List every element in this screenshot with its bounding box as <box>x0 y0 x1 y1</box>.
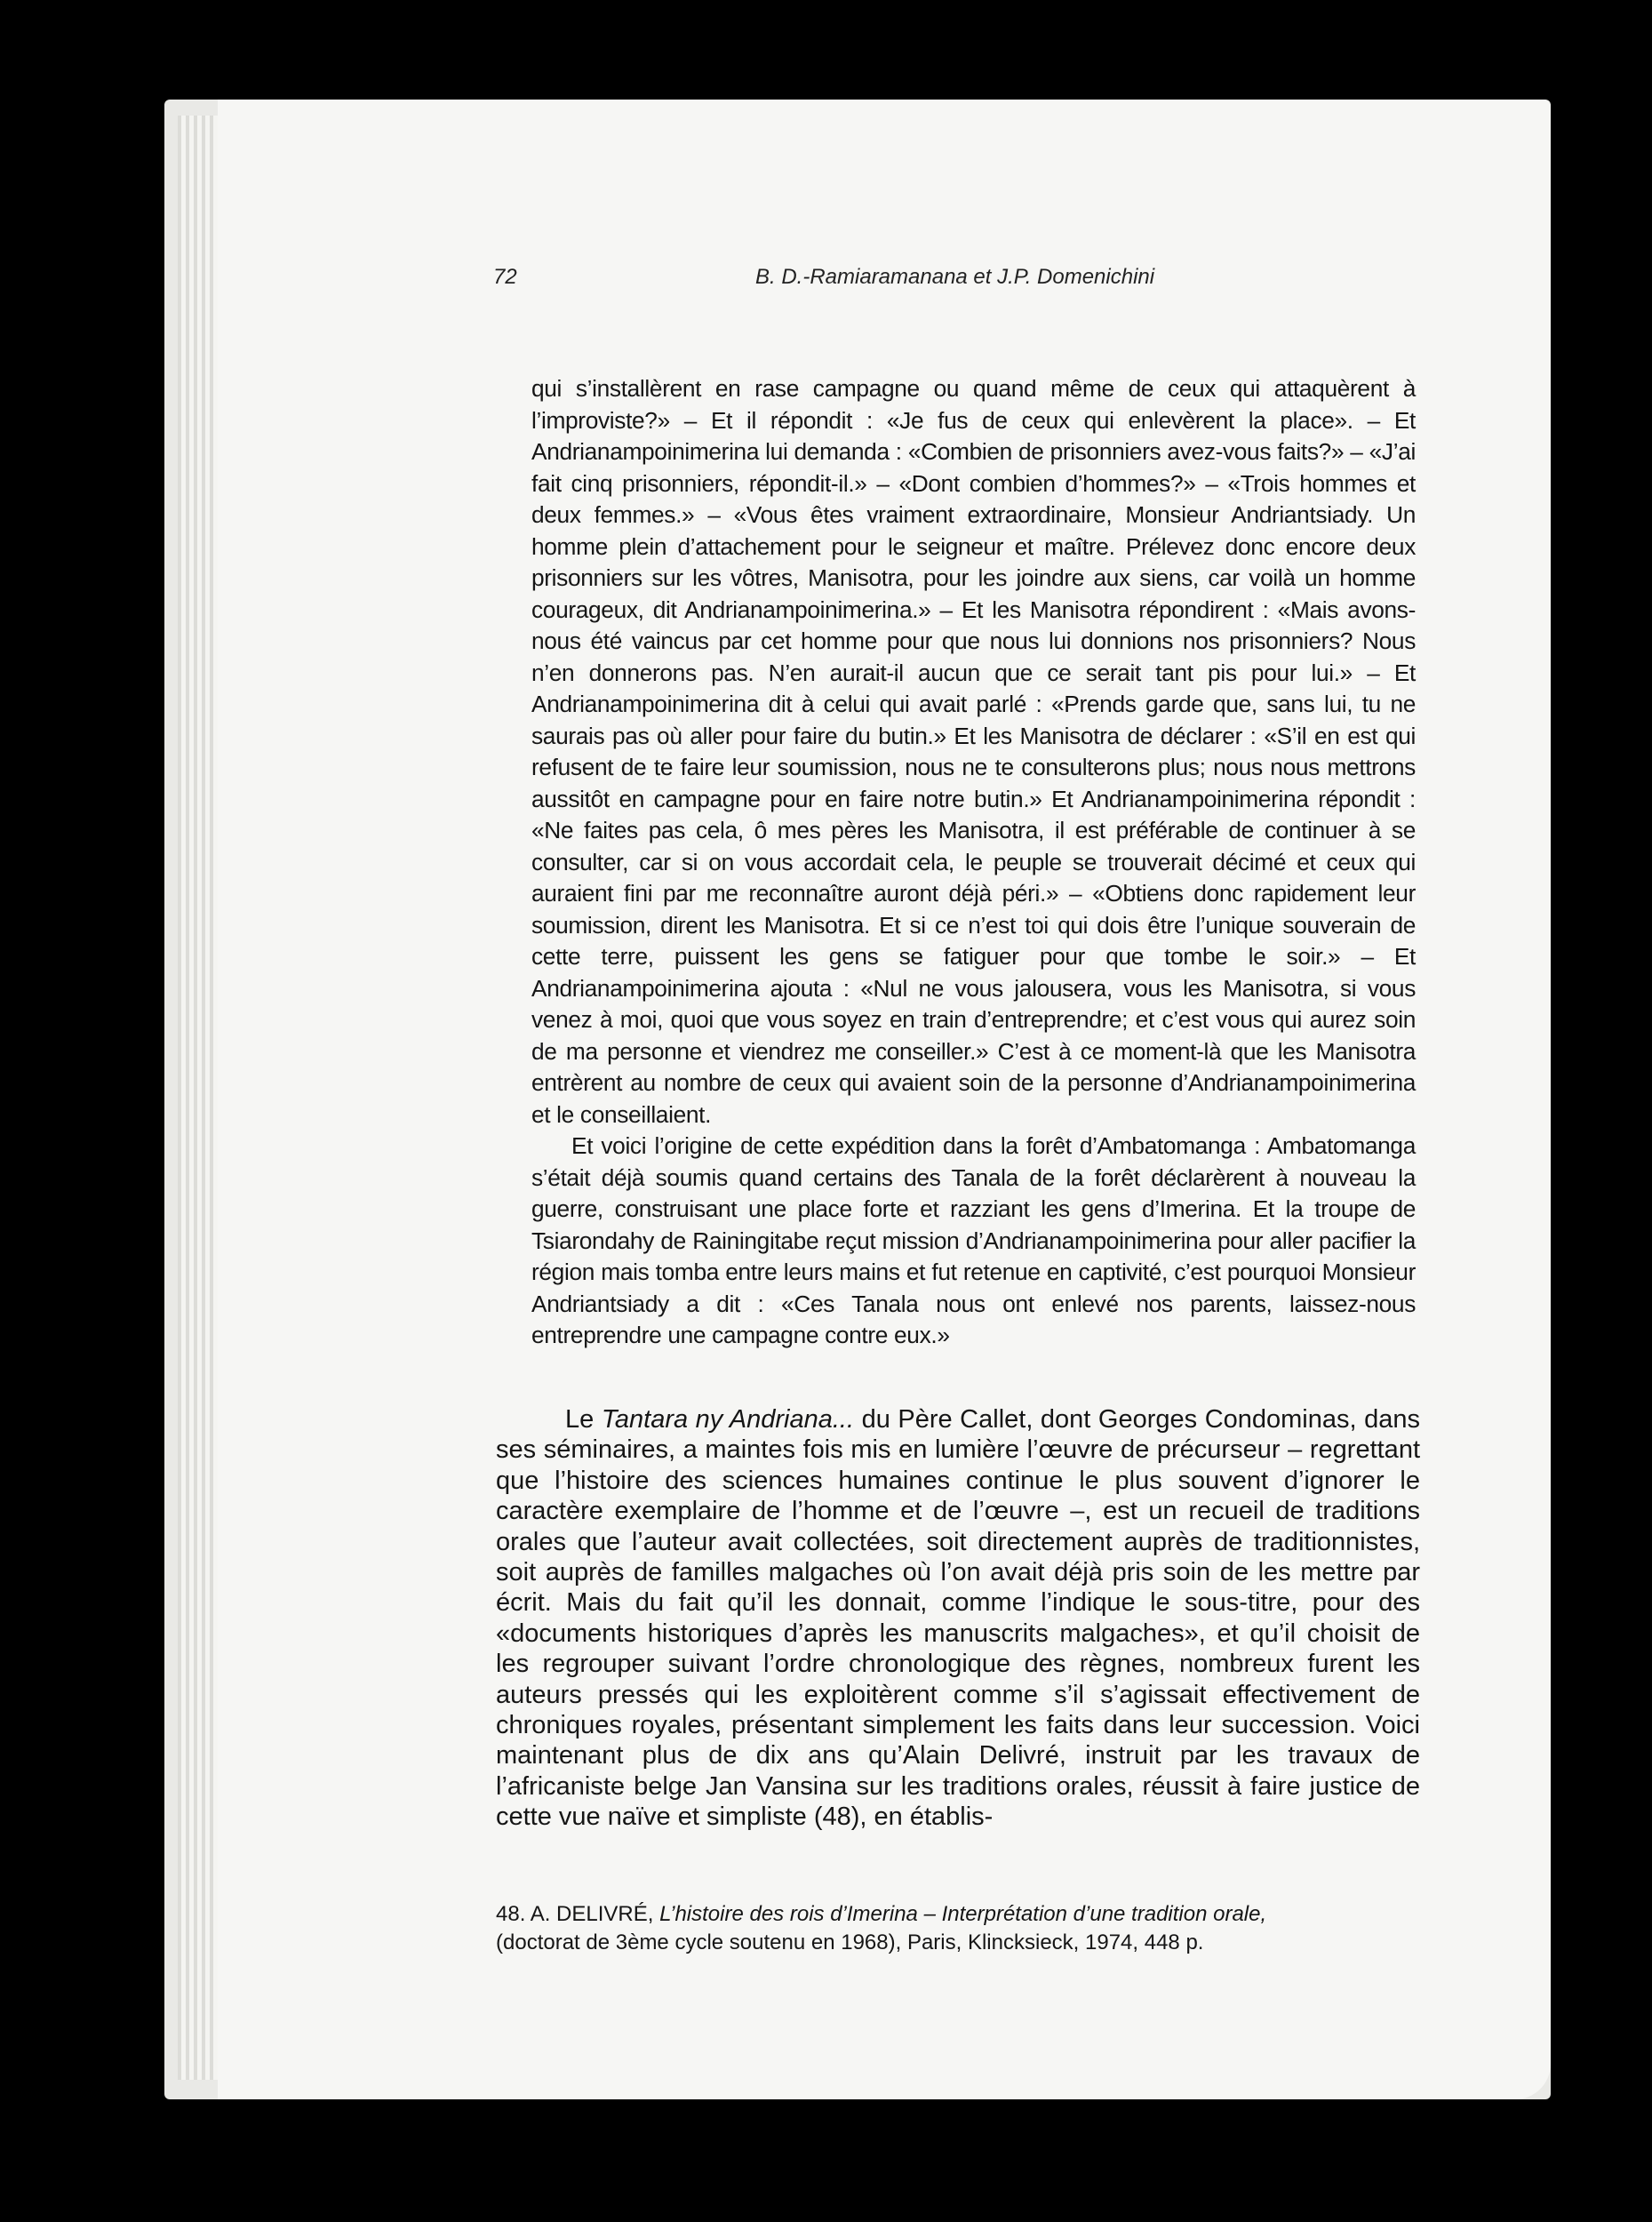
footnote <box>496 1900 1425 1957</box>
main-paragraph-text: du Père Callet, dont Georges Condominas, dans ses séminaires, a maintes fois mis en lumière l’œuvre de précurseur – regrettant que l’histoire des sciences humaines continue le plus souvent d’ignorer le caractère exemplaire de l’homme et de l’œuvre –, est un recueil de traditions orales que l’auteur avait collectées, soit directement auprès de traditionnistes, soit auprès de familles malgaches où l’on avait déjà pris soin de les mettre par écrit. Mais du fait qu’il les donnait, comme l’indique le sous-titre, pour des «documents historiques d’après les manuscrits malgaches», et qu’il choisit de les regrouper suivant l’ordre chronologique des règnes, nombreux furent les auteurs pressés qui les exploitèrent comme s’il s’agissait effectivement de chroniques royales, présentant simplement les faits dans leur succession. Voici maintenant plus de dix ans qu’Alain Delivré, instruit par les travaux de l’africaniste belge Jan Vansina sur les traditions orales, réussit à faire justice de cette vue naïve et simpliste (48), en établis- <box>496 1405 1421 1832</box>
footnote-title: L’histoire des rois d’Imerina – Interprétation d’une tradition orale, <box>659 1902 1267 1926</box>
running-head <box>493 265 1231 297</box>
footnote-lead: 48. A. DELIVRÉ, <box>496 1902 660 1926</box>
quote-paragraph-1: qui s’installèrent en rase campagne ou quand même de ceux qui attaquèrent à l’improviste?» – Et il répondit : «Je fus de ceux qui enlevèrent la place». – Et Andrianampoinimerina lui demanda : «Combien de prisonniers avez-vous faits?» – «J’ai fait cinq prisonniers, répondit-il.» – «Dont combien d’hommes?» – «Trois hommes et deux femmes.» – «Vous êtes vraiment extraordinaire, Monsieur Andriantsiady. Un homme plein d’attachement pour le seigneur et maître. Prélevez donc encore deux prisonniers sur les vôtres, Manisotra, pour les joindre aux siens, car voilà un homme courageux, dit Andrianampoinimerina.» – Et les Manisotra répondirent : «Mais avons-nous été vaincus par cet homme pour que nous lui donnions nos prisonniers? Nous n’en donnerons pas. N’en aurait-il aucun que ce serait tant pis pour lui.» – Et Andrianampoinimerina dit à celui qui avait parlé : «Prends garde que, sans lui, tu ne saurais pas où aller pour faire du butin.» Et les Manisotra de déclarer : «S’il en est qui refusent de te faire leur soumission, nous ne te consulterons plus; nous nous mettrons aussitôt en campagne pour en faire notre butin.» Et Andrianampoinimerina répondit : «Ne faites pas cela, ô mes pères les Manisotra, il est préférable de continuer à se consulter, car si on vous accordait cela, le peuple se trouverait décimé et ceux qui auraient fini par me reconnaître auront déjà péri.» – «Obtiens donc rapidement leur soumission, dirent les Manisotra. Et si ce n’est toi qui dois être l’unique souverain de cette terre, puissent les gens se fatiguer pour que tombe le soir.» – Et Andrianampoinimerina ajouta : «Nul ne vous jalousera, vous les Manisotra, si vous venez à moi, quoi que vous soyez en train d’entreprendre; et c’est vous qui aurez soin de ma personne et viendrez me conseiller.» C’est à ce moment-là que les Manisotra entrèrent au nombre de ceux qui avaient soin de la personne d’Andrianampoinimerina et le conseillaient. <box>531 375 1416 1128</box>
quote-paragraph-2: Et voici l’origine de cette expédition dans la forêt d’Ambatomanga : Ambatomanga s’était déjà soumis quand certains des Tanala de la forêt déclarèrent à nouveau la guerre, construisant une place forte et razziant les gens d’Imerina. Et la troupe de Tsiarondahy de Rainingitabe reçut mission d’Andrianampoinimerina pour aller pacifier la région mais tomba entre leurs mains et fut retenue en captivité, c’est pourquoi Monsieur Andriantsiady a dit : «Ces Tanala nous ont enlevé nos parents, laissez-nous entreprendre une campagne contre eux.» <box>531 1132 1416 1348</box>
page-number: 72 <box>493 265 517 289</box>
running-head-authors: B. D.-Ramiaramanana et J.P. Domenichini <box>755 265 1155 289</box>
main-text <box>496 1404 1420 1833</box>
quoted-translation <box>531 373 1416 1352</box>
book-title: Tantara ny Andriana... <box>601 1405 855 1434</box>
footnote-details: (doctorat de 3ème cycle soutenu en 1968), Paris, Klincksieck, 1974, 448 p. <box>496 1930 1204 1954</box>
main-paragraph-lead: Le <box>565 1405 595 1434</box>
main-paragraph <box>496 1404 1420 1833</box>
